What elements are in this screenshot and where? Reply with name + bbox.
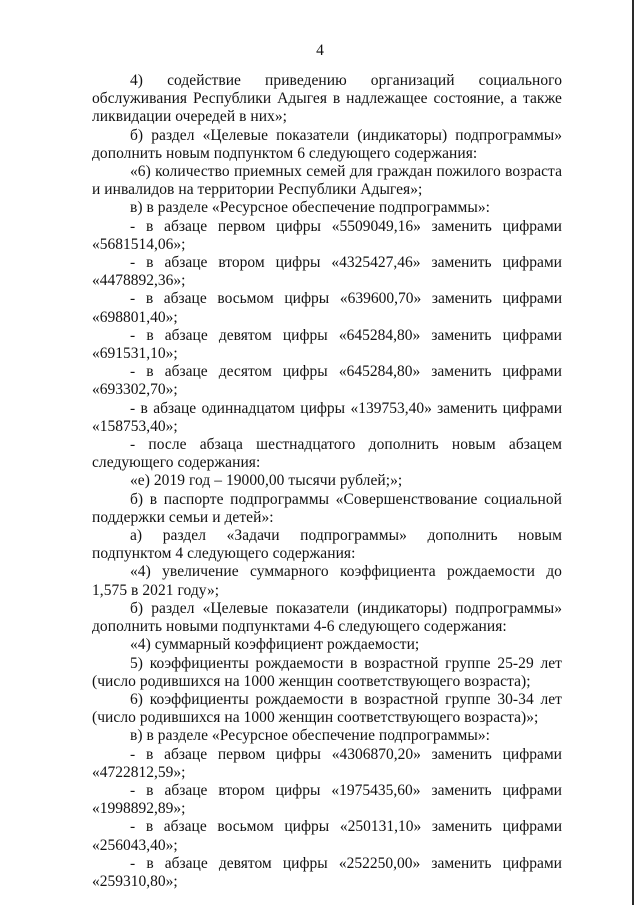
- paragraph: а) раздел «Задачи подпрограммы» дополнить новым подпунктом 4 следующего содержания:: [92, 527, 562, 563]
- amendment-word: втором: [218, 781, 265, 799]
- amendment-word: «645284,80»: [338, 363, 421, 381]
- amendment-word: «139753,40»: [350, 399, 432, 417]
- paragraph: в) в разделе «Ресурсное обеспечение подпрограммы»:: [130, 727, 490, 745]
- amendment-word: заменить: [431, 326, 492, 344]
- amendment-word: цифрами: [502, 818, 562, 836]
- paragraph: б) раздел «Целевые показатели (индикаторы) подпрограммы» дополнить новым подпунктом 6 следующего содержания:: [92, 126, 562, 162]
- amendment-item: [92, 746, 562, 782]
- amendment-word: в: [146, 363, 154, 381]
- paragraph: «4) увеличение суммарного коэффициента рождаемости до 1,575 в 2021 году»;: [92, 563, 562, 599]
- amendment-word: восьмом: [217, 818, 274, 836]
- amendment-line: [92, 400, 562, 418]
- amendment-word: «4325427,46»: [331, 254, 421, 272]
- page-number: 4: [316, 42, 324, 59]
- amendment-word: цифрами: [502, 399, 562, 417]
- amendment-value: «256043,40»;: [92, 836, 178, 854]
- amendment-value: «259310,80»;: [92, 872, 178, 890]
- amendment-word: цифры: [300, 399, 346, 417]
- amendment-word: «250131,10»: [339, 818, 422, 836]
- amendment-word: абзаце: [164, 854, 208, 872]
- amendment-word: цифры: [284, 818, 330, 836]
- amendment-word: заменить: [431, 745, 492, 763]
- amendment-word: в: [145, 818, 154, 836]
- amendment-word: -: [130, 254, 136, 272]
- amendment-word: -: [130, 290, 136, 308]
- amendment-word: «5509049,16»: [331, 217, 421, 235]
- amendment-value: «698801,40»;: [92, 308, 178, 326]
- amendment-item: [92, 327, 562, 363]
- amendment-line: [92, 782, 562, 800]
- paragraph: «е) 2019 год – 19000,00 тысячи рублей;»;: [130, 472, 403, 490]
- amendment-value: «158753,40»;: [92, 417, 178, 435]
- amendment-word: цифры: [275, 254, 321, 272]
- amendment-word: заменить: [431, 217, 492, 235]
- amendment-word: цифры: [276, 217, 321, 235]
- paragraph: б) в паспорте подпрограммы «Совершенствование социальной поддержки семьи и детей»:: [92, 490, 562, 526]
- amendment-word: абзаце: [164, 363, 208, 381]
- amendment-word: -: [130, 399, 136, 417]
- amendment-word: «1975435,60»: [331, 781, 421, 799]
- amendment-word: в: [146, 781, 154, 799]
- scan-edge: [632, 0, 634, 905]
- amendment-word: заменить: [431, 290, 492, 308]
- amendment-word: в: [140, 399, 148, 417]
- amendment-word: -: [130, 854, 136, 872]
- amendment-word: цифрами: [502, 290, 562, 308]
- amendment-word: заменить: [431, 363, 492, 381]
- amendment-word: первом: [217, 217, 266, 235]
- amendment-word: девятом: [218, 326, 272, 344]
- amendment-item: [92, 218, 562, 254]
- amendment-word: цифры: [282, 854, 328, 872]
- amendment-word: десятом: [218, 363, 272, 381]
- amendment-word: восьмом: [217, 290, 274, 308]
- amendment-word: «4306870,20»: [331, 745, 421, 763]
- amendment-word: абзаце: [164, 217, 208, 235]
- amendment-word: цифрами: [502, 781, 562, 799]
- amendment-line: [92, 254, 562, 272]
- amendment-word: «252250,00»: [338, 854, 421, 872]
- amendment-word: втором: [218, 254, 265, 272]
- amendment-item: [92, 855, 562, 891]
- amendment-line: [92, 818, 562, 836]
- amendment-value: «4478892,36»;: [92, 272, 186, 290]
- amendment-word: -: [130, 363, 136, 381]
- amendment-word: цифры: [275, 781, 321, 799]
- amendment-word: цифрами: [502, 854, 562, 872]
- amendment-word: цифрами: [502, 745, 562, 763]
- paragraph: в) в разделе «Ресурсное обеспечение подпрограммы»:: [130, 199, 490, 217]
- amendment-word: цифрами: [502, 254, 562, 272]
- amendment-value: «691531,10»;: [92, 345, 178, 363]
- amendment-word: заменить: [431, 781, 492, 799]
- amendment-word: цифрами: [502, 363, 562, 381]
- amendment-item: [92, 782, 562, 818]
- amendment-word: первом: [217, 745, 266, 763]
- amendment-line: [92, 746, 562, 764]
- amendment-word: абзаце: [153, 399, 197, 417]
- amendment-line: [92, 290, 562, 308]
- amendment-word: -: [130, 781, 136, 799]
- amendment-word: цифры: [282, 326, 328, 344]
- amendment-word: -: [130, 217, 136, 235]
- amendment-word: абзаце: [164, 326, 208, 344]
- amendment-item: [92, 400, 562, 436]
- amendment-line: [92, 363, 562, 381]
- amendment-word: цифрами: [502, 326, 562, 344]
- amendment-item: [92, 254, 562, 290]
- amendment-value: «4722812,59»;: [92, 763, 186, 781]
- amendment-value: «5681514,06»;: [92, 235, 186, 253]
- amendment-word: цифры: [282, 363, 328, 381]
- paragraph: б) раздел «Целевые показатели (индикаторы) подпрограммы» дополнить новыми подпунктами 4-6 следующего содержания:: [92, 599, 562, 636]
- amendment-word: «645284,80»: [338, 326, 421, 344]
- amendment-word: цифрами: [502, 217, 562, 235]
- amendment-word: абзаце: [163, 290, 207, 308]
- amendment-word: -: [130, 326, 136, 344]
- amendment-line: [92, 327, 562, 345]
- amendment-word: в: [146, 254, 154, 272]
- paragraph: 6) коэффициенты рождаемости в возрастной группе 30-34 лет (число родившихся на 1000 женщин соответствующего возраста)»;: [92, 690, 562, 727]
- amendment-word: абзаце: [164, 745, 208, 763]
- amendment-word: заменить: [431, 818, 492, 836]
- amendment-word: «639600,70»: [339, 290, 422, 308]
- amendment-word: абзаце: [164, 254, 208, 272]
- amendment-word: -: [130, 745, 136, 763]
- amendment-item: [92, 363, 562, 399]
- amendment-word: абзаце: [164, 781, 208, 799]
- paragraph: «6) количество приемных семей для граждан пожилого возраста и инвалидов на территории Республики Адыгея»;: [92, 163, 562, 199]
- amendment-word: заменить: [431, 854, 492, 872]
- amendment-word: цифры: [276, 745, 321, 763]
- amendment-word: в: [145, 745, 154, 763]
- amendment-value: «1998892,89»;: [92, 800, 186, 818]
- document-body: [92, 72, 562, 891]
- amendment-word: в: [146, 326, 154, 344]
- amendment-word: в: [145, 217, 154, 235]
- paragraph: «4) суммарный коэффициент рождаемости;: [130, 636, 420, 654]
- amendment-word: -: [130, 818, 136, 836]
- amendment-item: [92, 290, 562, 326]
- amendment-word: девятом: [218, 854, 272, 872]
- amendment-item: [92, 818, 562, 854]
- amendment-word: в: [146, 854, 154, 872]
- amendment-word: заменить: [437, 399, 498, 417]
- paragraph: - после абзаца шестнадцатого дополнить новым абзацем следующего содержания:: [92, 436, 562, 472]
- amendment-line: [92, 218, 562, 236]
- amendment-line: [92, 855, 562, 873]
- paragraph: 5) коэффициенты рождаемости в возрастной группе 25-29 лет (число родившихся на 1000 женщин соответствующего возраста);: [92, 654, 562, 690]
- amendment-word: в: [145, 290, 154, 308]
- paragraph: 4) содействие приведению организаций социального обслуживания Республики Адыгея в надлежащее состояние, а также ликвидации очередей в них»;: [92, 72, 562, 126]
- amendment-value: «693302,70»;: [92, 381, 178, 399]
- amendment-word: абзаце: [163, 818, 207, 836]
- amendment-word: цифры: [284, 290, 330, 308]
- amendment-word: одиннадцатом: [201, 399, 295, 417]
- amendment-word: заменить: [431, 254, 492, 272]
